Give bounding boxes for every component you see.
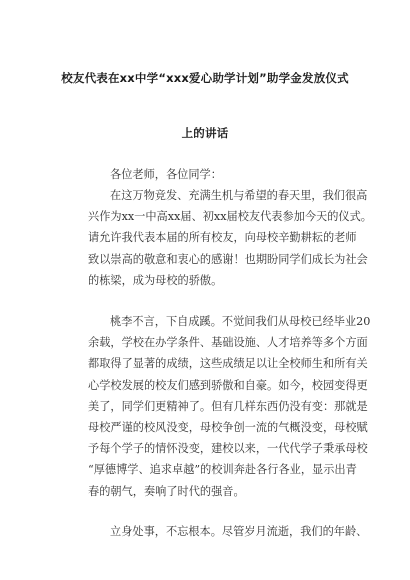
document-title-line-1: 校友代表在xx中学“xxx爱心助学计划”助学金发放仪式 [61, 71, 349, 85]
paragraph-line: 都取得了显著的成绩，这些成绩足以让全校师生和所有关 [88, 357, 368, 371]
document-title-line-2: 上的讲话 [181, 126, 229, 140]
paragraph-line: 母校严谨的校风没变，母校争创一流的气概没变，母校赋 [88, 421, 368, 435]
paragraph-line: 请允许我代表本届的所有校友，向母校辛勤耕耘的老师 [88, 231, 357, 245]
paragraph-2 [88, 311, 371, 502]
greeting: 各位老师，各位同学： [110, 168, 222, 181]
paragraph-line: “厚德博学、追求卓越”的校训奔赴各行各业，显示出青 [88, 463, 357, 477]
paragraph-line: 春的朝气，奏响了时代的强音。 [88, 484, 245, 498]
paragraph-line: 兴作为xx一中高xx届、初xx届校友代表参加今天的仪式。 [88, 210, 372, 224]
paragraph-line: 美了，同学们更精神了。但有几样东西仍没有变：那就是 [88, 399, 368, 413]
paragraph-line: 心学校发展的校友们感到骄傲和自豪。如今，校园变得更 [88, 378, 368, 392]
paragraph-line: 立身处事，不忘根本。尽管岁月流逝，我们的年龄、 [110, 525, 368, 538]
paragraph-line: 桃李不言，下自成蹊。不觉间我们从母校已经毕业20 [110, 315, 371, 328]
paragraph-line: 余载，学校在办学条件、基础设施、人才培养等多个方面 [88, 336, 368, 350]
paragraph-1 [88, 185, 372, 291]
paragraph-line: 的栋梁，成为母校的骄傲。 [88, 273, 223, 287]
paragraph-line: 致以崇高的敬意和衷心的感谢！也期盼同学们成长为社会 [88, 252, 368, 266]
paragraph-line: 在这万物竞发、充满生机与希望的春天里，我们很高 [110, 189, 368, 202]
paragraph-line: 予每个学子的情怀没变，建校以来，一代代学子秉承母校 [88, 442, 368, 456]
paragraph-3 [88, 521, 368, 542]
